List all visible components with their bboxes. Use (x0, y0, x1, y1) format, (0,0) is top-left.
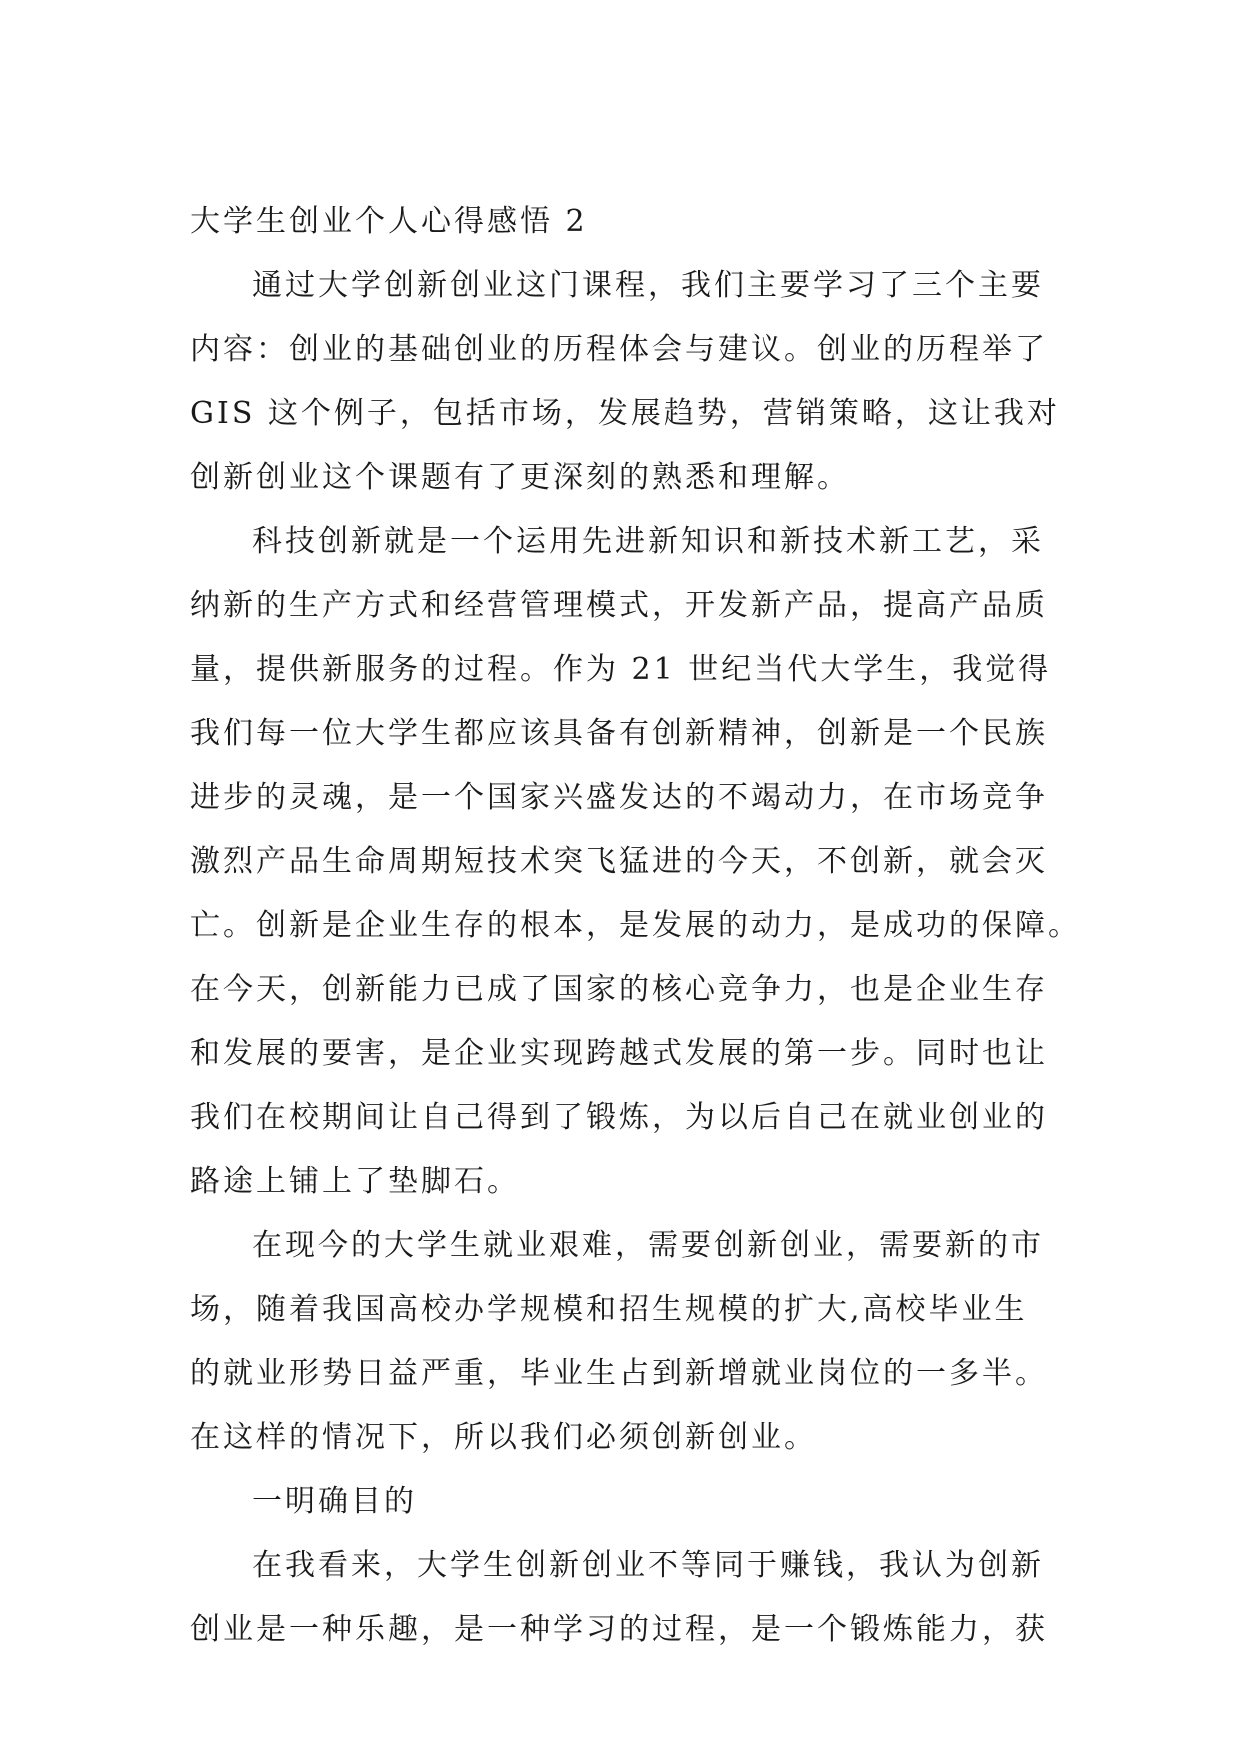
paragraph-line: 和发展的要害，是企业实现跨越式发展的第一步。同时也让 (190, 1036, 1048, 1071)
paragraph-line: 在现今的大学生就业艰难，需要创新创业，需要新的市 (252, 1228, 1044, 1263)
paragraph-line: 科技创新就是一个运用先进新知识和新技术新工艺，采 (252, 524, 1044, 559)
paragraph-line: 激烈产品生命周期短技术突飞猛进的今天，不创新，就会灭 (190, 844, 1048, 879)
paragraph-line: 进步的灵魂，是一个国家兴盛发达的不竭动力，在市场竞争 (190, 780, 1048, 815)
paragraph-line: 创业是一种乐趣，是一种学习的过程，是一个锻炼能力，获 (190, 1612, 1048, 1647)
paragraph-line: 量，提供新服务的过程。作为 21 世纪当代大学生，我觉得 (190, 652, 1052, 687)
paragraph-line: 在这样的情况下，所以我们必须创新创业。 (190, 1420, 817, 1455)
paragraph-line: 场，随着我国高校办学规模和招生规模的扩大,高校毕业生 (190, 1292, 1028, 1327)
paragraph-line: 我们每一位大学生都应该具备有创新精神，创新是一个民族 (190, 716, 1048, 751)
paragraph-line: 通过大学创新创业这门课程，我们主要学习了三个主要 (252, 268, 1044, 303)
paragraph-line: 内容：创业的基础创业的历程体会与建议。创业的历程举了 (190, 332, 1048, 367)
paragraph-2 (190, 510, 1081, 1214)
paragraph-line: 我们在校期间让自己得到了锻炼，为以后自己在就业创业的 (190, 1100, 1048, 1135)
paragraph-line: 路途上铺上了垫脚石。 (190, 1164, 520, 1199)
paragraph-line: 创新创业这个课题有了更深刻的熟悉和理解。 (190, 460, 850, 495)
paragraph-3 (190, 1214, 1050, 1470)
paragraph-line: 亡。创新是企业生存的根本，是发展的动力，是成功的保障。 (190, 908, 1081, 943)
paragraph-line: 在今天，创新能力已成了国家的核心竞争力，也是企业生存 (190, 972, 1048, 1007)
paragraph-1 (190, 254, 1060, 510)
paragraph-line: 在我看来，大学生创新创业不等同于赚钱，我认为创新 (252, 1548, 1044, 1583)
section-heading-text: 一明确目的 (252, 1484, 417, 1519)
paragraph-line: 纳新的生产方式和经营管理模式，开发新产品，提高产品质 (190, 588, 1048, 623)
document-body (190, 190, 1081, 1662)
paragraph-line: GIS 这个例子，包括市场，发展趋势，营销策略，这让我对 (190, 396, 1060, 431)
paragraph-line: 的就业形势日益严重，毕业生占到新增就业岗位的一多半。 (190, 1356, 1048, 1391)
document-title: 大学生创业个人心得感悟 2 (190, 204, 588, 239)
section-heading (190, 1470, 1050, 1534)
paragraph-4 (190, 1534, 1050, 1662)
